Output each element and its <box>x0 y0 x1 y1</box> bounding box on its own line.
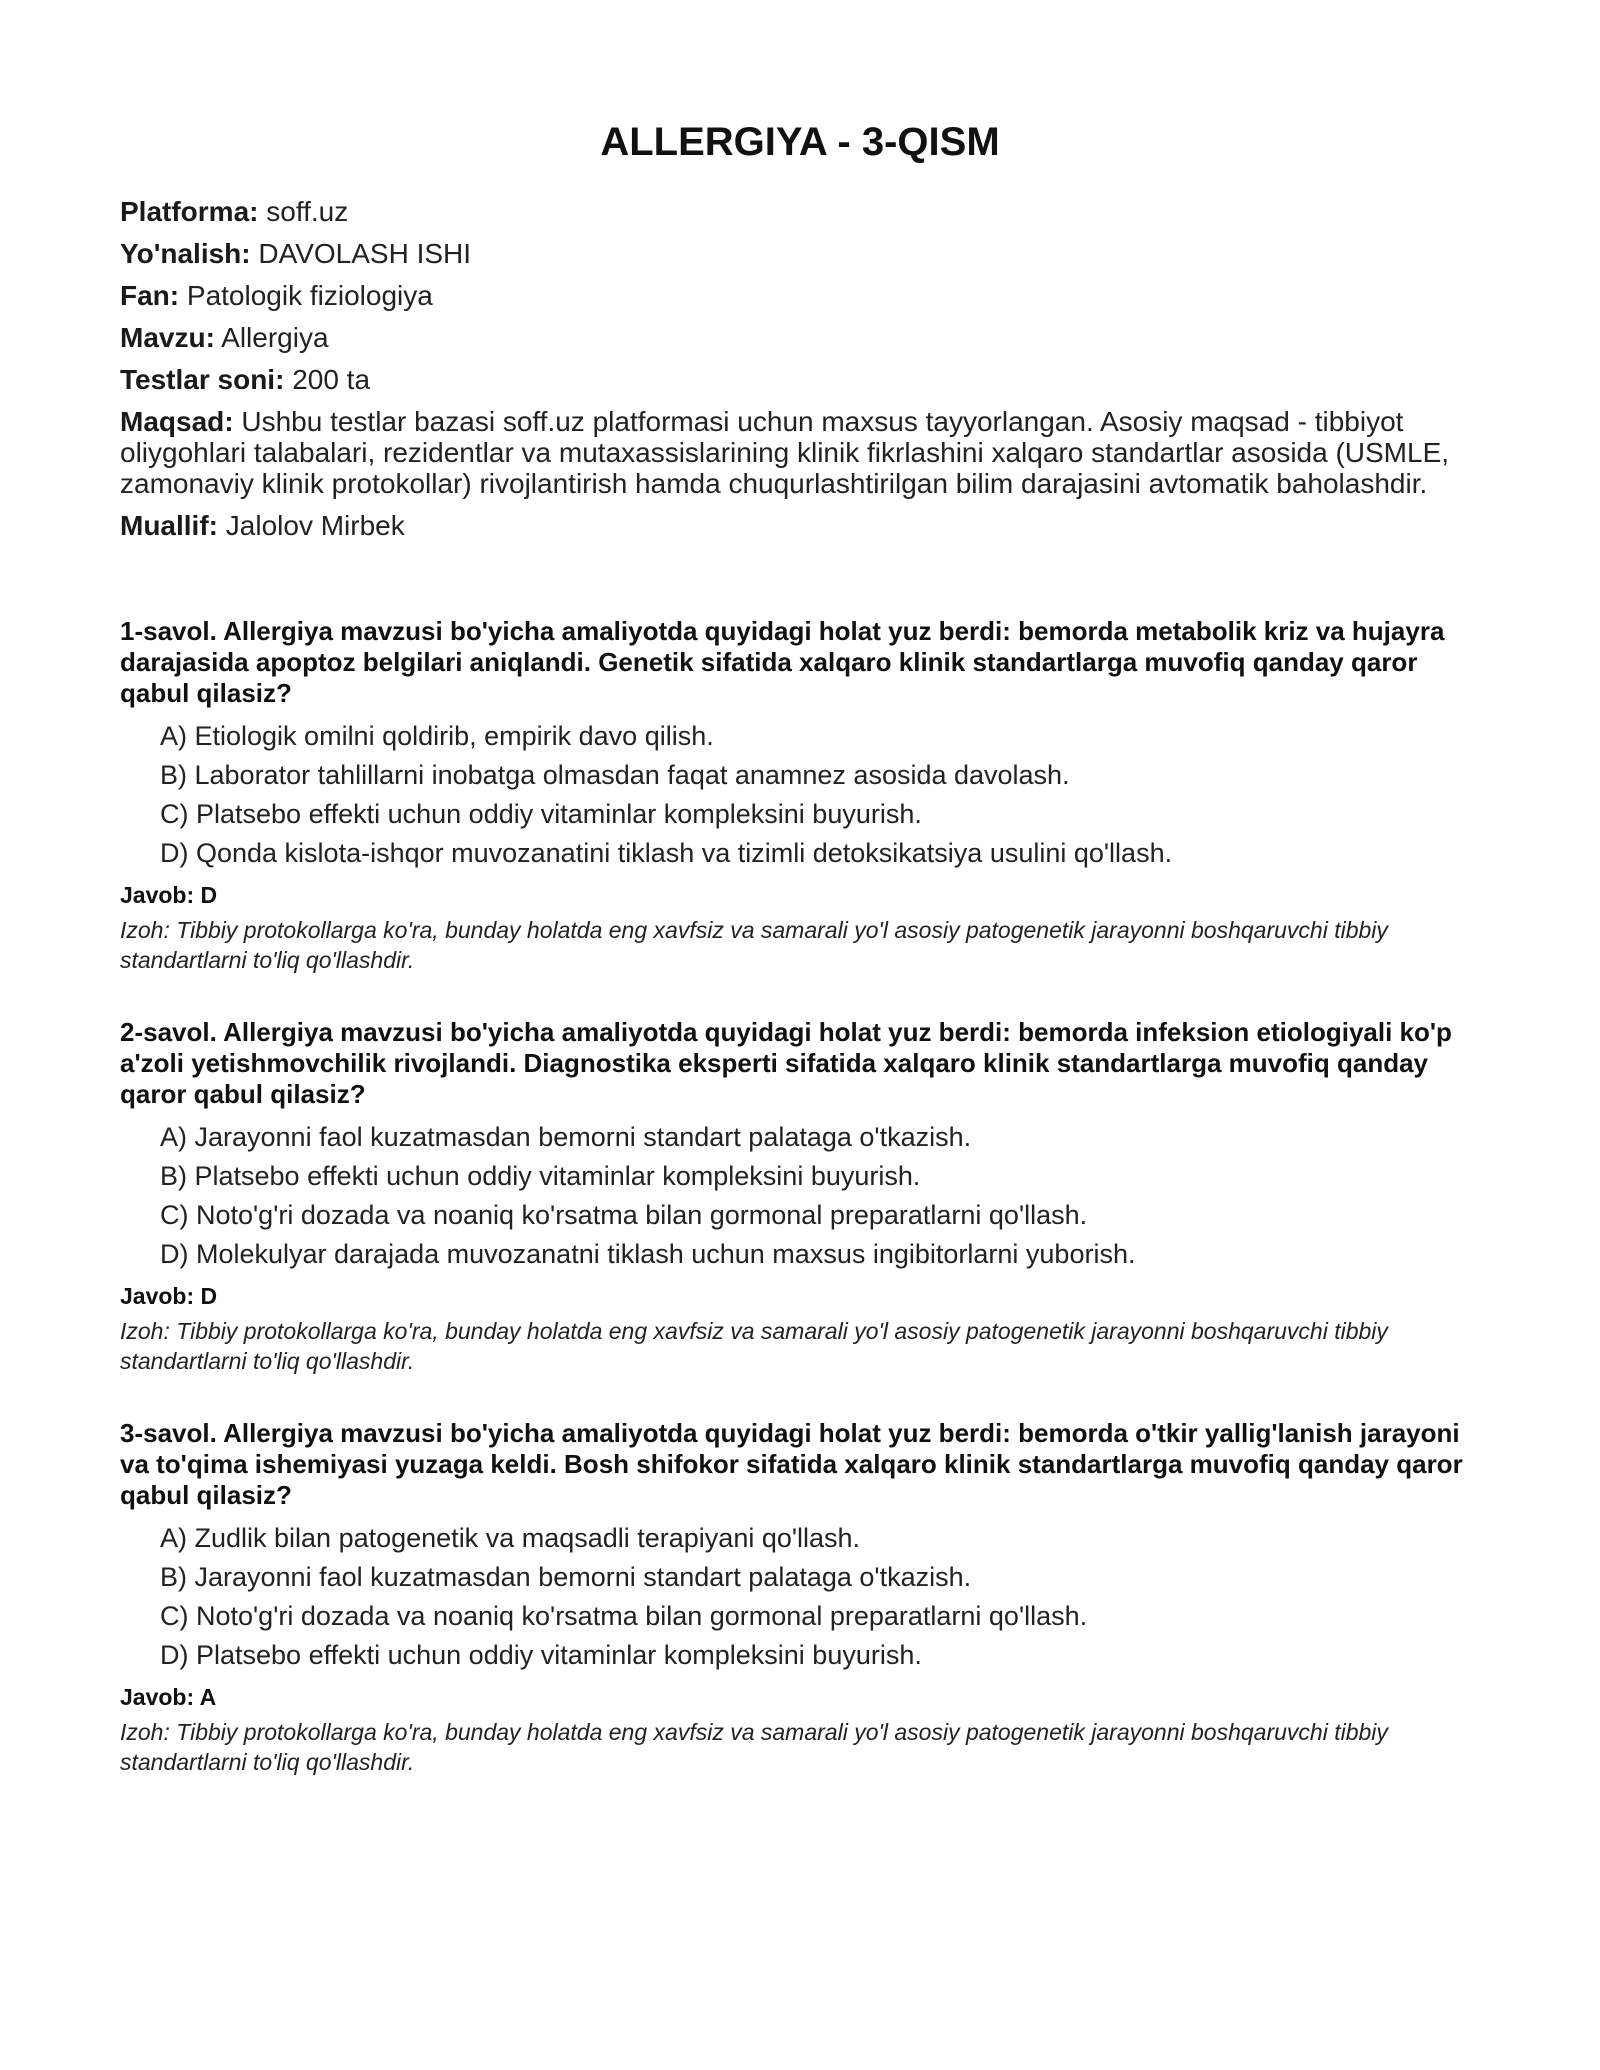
option-a: A) Etiologik omilni qoldirib, empirik davo qilish. <box>160 721 714 751</box>
page-title: ALLERGIYA - 3-QISM <box>600 120 1000 164</box>
question-2 <box>120 1017 1480 1376</box>
question-text: 3-savol. Allergiya mavzusi bo'yicha amaliyotda quyidagi holat yuz berdi: bemorda o'tkir yallig'lanish jarayoni va to'qima ishemiyasi yuzaga keldi. Bosh shifokor sifatida xalqaro klinik standartlarga muvofiq qanday qaror qabul qilasiz? <box>120 1418 1463 1510</box>
meta-value: DAVOLASH ISHI <box>258 238 472 269</box>
option-b: B) Platsebo effekti uchun oddiy vitaminlar kompleksini buyurish. <box>160 1161 921 1191</box>
meta-value: Ushbu testlar bazasi soff.uz platformasi uchun maxsus tayyorlangan. Asosiy maqsad - tibbiyot oliygohlari talabalari, rezidentlar va mutaxassislarining klinik fikrlashini xalqaro standartlar asosida (USMLE, zamonaviy klinik protokollar) rivojlantirish hamda chuqurlashtirilgan bilim darajasini avtomatik baholashdir. <box>120 406 1450 499</box>
meta-value: Jalolov Mirbek <box>225 510 405 541</box>
question-text: 1-savol. Allergiya mavzusi bo'yicha amaliyotda quyidagi holat yuz berdi: bemorda metabolik kriz va hujayra darajasida apoptoz belgilari aniqlandi. Genetik sifatida xalqaro klinik standartlarga muvofiq qanday qaror qabul qilasiz? <box>120 616 1445 708</box>
question-1 <box>120 616 1480 975</box>
meta-label: Platforma: <box>120 196 259 227</box>
meta-direction <box>120 238 1480 269</box>
option-c: C) Noto'g'ri dozada va noaniq ko'rsatma bilan gormonal preparatlarni qo'llash. <box>160 1601 1088 1631</box>
document-page <box>120 118 1480 1777</box>
meta-label: Testlar soni: <box>120 364 285 395</box>
option-d: D) Molekulyar darajada muvozanatni tiklash uchun maxsus ingibitorlarni yuborish. <box>160 1239 1136 1269</box>
meta-purpose <box>120 406 1480 499</box>
answer: Javob: A <box>120 1684 217 1710</box>
meta-label: Yo'nalish: <box>120 238 251 269</box>
meta-label: Maqsad: <box>120 406 234 437</box>
question-text: 2-savol. Allergiya mavzusi bo'yicha amaliyotda quyidagi holat yuz berdi: bemorda infeksion etiologiyali ko'p a'zoli yetishmovchilik rivojlandi. Diagnostika eksperti sifatida xalqaro klinik standartlarga muvofiq qanday qaror qabul qilasiz? <box>120 1017 1452 1109</box>
option-b: B) Jarayonni faol kuzatmasdan bemorni standart palataga o'tkazish. <box>160 1562 972 1592</box>
option-c: C) Platsebo effekti uchun oddiy vitaminlar kompleksini buyurish. <box>160 799 922 829</box>
explanation: Izoh: Tibbiy protokollarga ko'ra, bunday holatda eng xavfsiz va samarali yo'l asosiy patogenetik jarayonni boshqaruvchi tibbiy standartlarni to'liq qo'llashdir. <box>120 1318 1388 1374</box>
meta-label: Mavzu: <box>120 322 215 353</box>
meta-author <box>120 510 1480 541</box>
meta-value: Allergiya <box>221 322 329 353</box>
option-d: D) Qonda kislota-ishqor muvozanatini tiklash va tizimli detoksikatsiya usulini qo'llash. <box>160 838 1173 868</box>
option-list <box>160 1523 1480 1671</box>
answer: Javob: D <box>120 882 218 908</box>
option-list <box>160 1122 1480 1270</box>
option-c: C) Noto'g'ri dozada va noaniq ko'rsatma bilan gormonal preparatlarni qo'llash. <box>160 1200 1088 1230</box>
explanation: Izoh: Tibbiy protokollarga ko'ra, bunday holatda eng xavfsiz va samarali yo'l asosiy patogenetik jarayonni boshqaruvchi tibbiy standartlarni to'liq qo'llashdir. <box>120 917 1388 973</box>
option-a: A) Zudlik bilan patogenetik va maqsadli terapiyani qo'llash. <box>160 1523 861 1553</box>
meta-topic <box>120 322 1480 353</box>
meta-subject <box>120 280 1480 311</box>
question-3 <box>120 1418 1480 1777</box>
meta-section <box>120 196 1480 541</box>
option-a: A) Jarayonni faol kuzatmasdan bemorni standart palataga o'tkazish. <box>160 1122 972 1152</box>
spacer <box>120 975 1480 1017</box>
option-list <box>160 721 1480 869</box>
meta-test-count <box>120 364 1480 395</box>
answer: Javob: D <box>120 1283 218 1309</box>
spacer <box>120 1376 1480 1418</box>
meta-value: Patologik fiziologiya <box>186 280 433 311</box>
meta-platform <box>120 196 1480 227</box>
meta-value: soff.uz <box>266 196 349 227</box>
option-b: B) Laborator tahlillarni inobatga olmasdan faqat anamnez asosida davolash. <box>160 760 1070 790</box>
spacer <box>120 552 1480 616</box>
meta-value: 200 ta <box>292 364 371 395</box>
explanation: Izoh: Tibbiy protokollarga ko'ra, bunday holatda eng xavfsiz va samarali yo'l asosiy patogenetik jarayonni boshqaruvchi tibbiy standartlarni to'liq qo'llashdir. <box>120 1719 1388 1775</box>
meta-label: Muallif: <box>120 510 218 541</box>
option-d: D) Platsebo effekti uchun oddiy vitaminlar kompleksini buyurish. <box>160 1640 922 1670</box>
meta-label: Fan: <box>120 280 180 311</box>
